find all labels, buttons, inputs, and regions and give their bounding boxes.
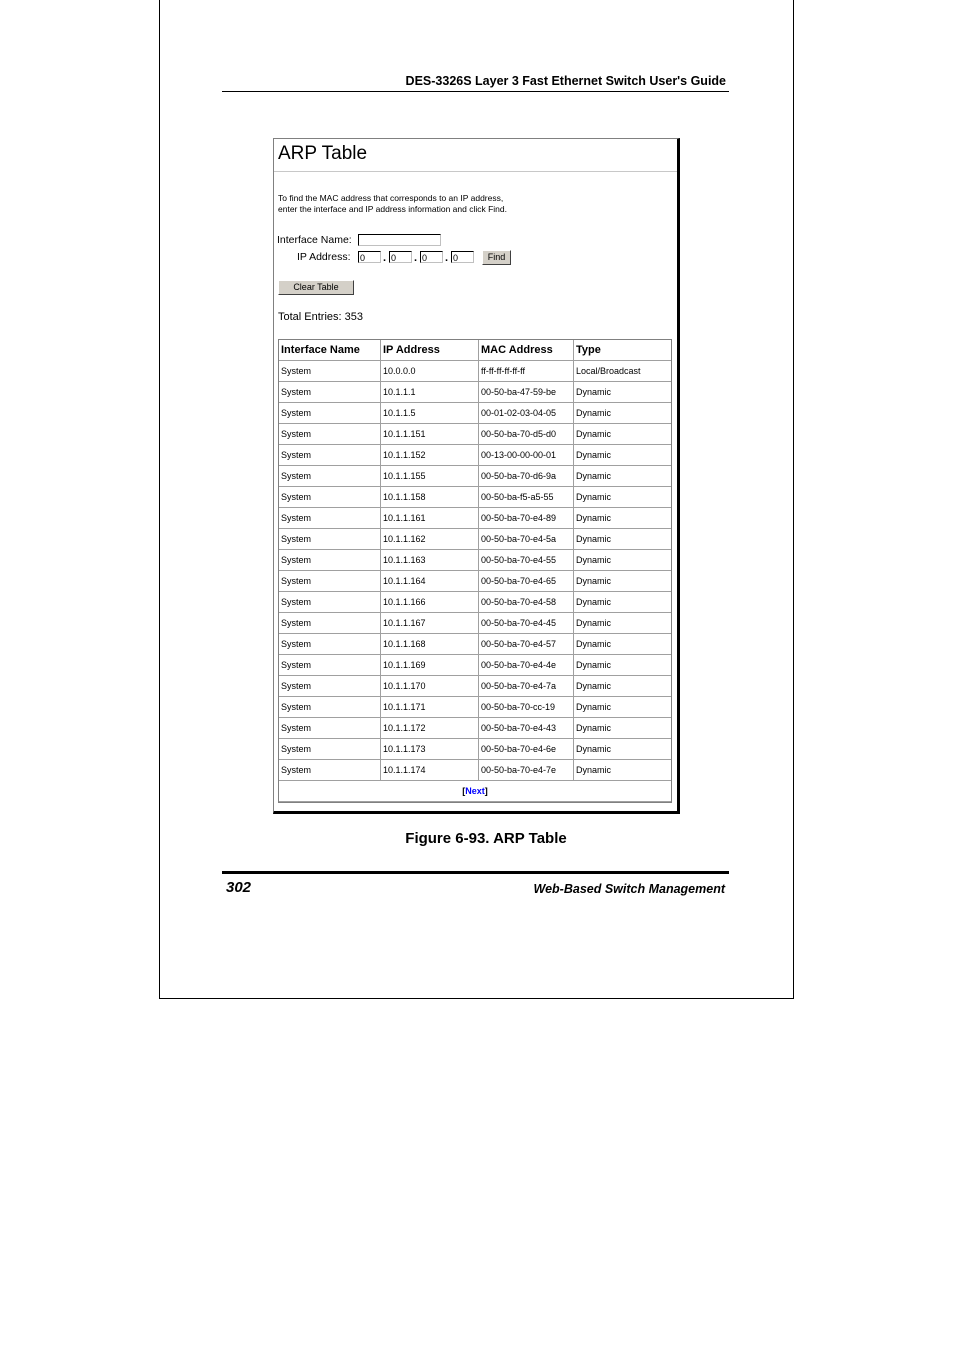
table-row [279,571,671,592]
ip-dot-3: . [445,252,449,264]
cell-interface-name: System [279,634,381,655]
running-header: DES-3326S Layer 3 Fast Ethernet Switch User's Guide [405,74,726,88]
cell-type: Dynamic [574,529,671,550]
cell-mac-address: 00-50-ba-70-d5-d0 [479,424,574,445]
cell-mac-address: 00-50-ba-70-e4-6e [479,739,574,760]
next-bracket-open: [ [462,786,466,796]
cell-mac-address: 00-50-ba-70-d6-9a [479,466,574,487]
cell-interface-name: System [279,655,381,676]
table-row [279,403,671,424]
instructions [278,193,507,215]
table-row [279,592,671,613]
cell-type: Dynamic [574,571,671,592]
cell-type: Dynamic [574,424,671,445]
cell-ip-address: 10.1.1.167 [381,613,479,634]
cell-type: Dynamic [574,592,671,613]
cell-mac-address: 00-50-ba-70-e4-65 [479,571,574,592]
cell-mac-address: 00-50-ba-f5-a5-55 [479,487,574,508]
cell-interface-name: System [279,487,381,508]
cell-ip-address: 10.1.1.168 [381,634,479,655]
ip-octet-4-input[interactable]: 0 [451,251,474,263]
cell-ip-address: 10.1.1.162 [381,529,479,550]
cell-type: Dynamic [574,676,671,697]
cell-interface-name: System [279,718,381,739]
arp-table-screenshot [273,138,680,814]
table-row [279,529,671,550]
cell-interface-name: System [279,382,381,403]
find-button[interactable]: Find [482,250,511,265]
cell-interface-name: System [279,550,381,571]
cell-type: Dynamic [574,697,671,718]
cell-mac-address: 00-50-ba-47-59-be [479,382,574,403]
table-row [279,655,671,676]
table-row [279,739,671,760]
cell-mac-address: 00-01-02-03-04-05 [479,403,574,424]
table-row [279,676,671,697]
table-row [279,424,671,445]
table-row [279,487,671,508]
cell-interface-name: System [279,466,381,487]
ip-octet-2-input[interactable]: 0 [389,251,412,263]
cell-ip-address: 10.1.1.170 [381,676,479,697]
table-row [279,760,671,781]
cell-type: Dynamic [574,445,671,466]
column-header-ip-address: IP Address [381,340,479,361]
cell-mac-address: 00-50-ba-70-e4-45 [479,613,574,634]
table-row [279,718,671,739]
table-row [279,361,671,382]
cell-interface-name: System [279,403,381,424]
cell-mac-address: 00-50-ba-70-e4-7a [479,676,574,697]
instructions-line-1: To find the MAC address that corresponds to an IP address, [278,193,504,203]
table-row [279,508,671,529]
screen-title: ARP Table [278,143,368,164]
cell-ip-address: 10.1.1.172 [381,718,479,739]
cell-ip-address: 10.1.1.151 [381,424,479,445]
cell-interface-name: System [279,760,381,781]
table-row [279,445,671,466]
cell-mac-address: 00-50-ba-70-e4-58 [479,592,574,613]
ip-dot-1: . [383,252,387,264]
cell-mac-address: 00-50-ba-70-cc-19 [479,697,574,718]
table-row [279,697,671,718]
cell-mac-address: 00-50-ba-70-e4-89 [479,508,574,529]
header-rule [222,91,729,92]
cell-interface-name: System [279,508,381,529]
cell-mac-address: 00-50-ba-70-e4-55 [479,550,574,571]
pagination-cell [279,781,671,802]
cell-interface-name: System [279,529,381,550]
cell-ip-address: 10.1.1.158 [381,487,479,508]
cell-ip-address: 10.1.1.155 [381,466,479,487]
clear-table-button[interactable]: Clear Table [278,280,354,295]
cell-mac-address: 00-50-ba-70-e4-4e [479,655,574,676]
cell-interface-name: System [279,697,381,718]
cell-mac-address: 00-50-ba-70-e4-57 [479,634,574,655]
ip-octet-3-input[interactable]: 0 [420,251,443,263]
total-entries: Total Entries: 353 [278,311,363,323]
footer-rule [222,871,729,874]
cell-mac-address: 00-50-ba-70-e4-5a [479,529,574,550]
cell-ip-address: 10.0.0.0 [381,361,479,382]
cell-interface-name: System [279,571,381,592]
interface-name-label: Interface Name: [277,234,352,246]
ip-dot-2: . [414,252,418,264]
table-row [279,466,671,487]
figure-caption: Figure 6-93. ARP Table [405,830,567,847]
arp-table-body [279,361,671,781]
cell-interface-name: System [279,676,381,697]
cell-mac-address: ff-ff-ff-ff-ff-ff [479,361,574,382]
arp-table [278,339,672,803]
title-divider [274,171,677,172]
cell-interface-name: System [279,424,381,445]
cell-mac-address: 00-13-00-00-00-01 [479,445,574,466]
instructions-line-2: enter the interface and IP address information and click Find. [278,204,507,214]
cell-type: Local/Broadcast [574,361,671,382]
cell-type: Dynamic [574,382,671,403]
interface-name-input[interactable] [358,234,441,246]
cell-ip-address: 10.1.1.169 [381,655,479,676]
cell-ip-address: 10.1.1.161 [381,508,479,529]
table-header-row [279,340,671,361]
cell-type: Dynamic [574,739,671,760]
cell-ip-address: 10.1.1.173 [381,739,479,760]
next-bracket-close: ] [484,786,488,796]
cell-type: Dynamic [574,634,671,655]
column-header-type: Type [574,340,671,361]
cell-type: Dynamic [574,718,671,739]
pagination-row [279,781,671,802]
cell-type: Dynamic [574,403,671,424]
cell-ip-address: 10.1.1.166 [381,592,479,613]
cell-ip-address: 10.1.1.152 [381,445,479,466]
cell-ip-address: 10.1.1.171 [381,697,479,718]
column-header-mac-address: MAC Address [479,340,574,361]
cell-ip-address: 10.1.1.164 [381,571,479,592]
cell-type: Dynamic [574,613,671,634]
cell-type: Dynamic [574,655,671,676]
ip-address-label: IP Address: [297,251,351,263]
cell-type: Dynamic [574,466,671,487]
cell-ip-address: 10.1.1.174 [381,760,479,781]
table-row [279,634,671,655]
page-number: 302 [226,879,252,896]
cell-mac-address: 00-50-ba-70-e4-7e [479,760,574,781]
cell-interface-name: System [279,739,381,760]
cell-type: Dynamic [574,760,671,781]
table-row [279,613,671,634]
cell-interface-name: System [279,592,381,613]
cell-type: Dynamic [574,487,671,508]
footer-title: Web-Based Switch Management [533,882,725,896]
cell-mac-address: 00-50-ba-70-e4-43 [479,718,574,739]
cell-type: Dynamic [574,508,671,529]
cell-ip-address: 10.1.1.1 [381,382,479,403]
table-row [279,382,671,403]
cell-interface-name: System [279,361,381,382]
column-header-interface-name: Interface Name [279,340,381,361]
cell-interface-name: System [279,445,381,466]
table-row [279,550,671,571]
cell-ip-address: 10.1.1.5 [381,403,479,424]
cell-ip-address: 10.1.1.163 [381,550,479,571]
cell-type: Dynamic [574,550,671,571]
next-link[interactable]: Next [465,786,485,796]
cell-interface-name: System [279,613,381,634]
ip-octet-1-input[interactable]: 0 [358,251,381,263]
